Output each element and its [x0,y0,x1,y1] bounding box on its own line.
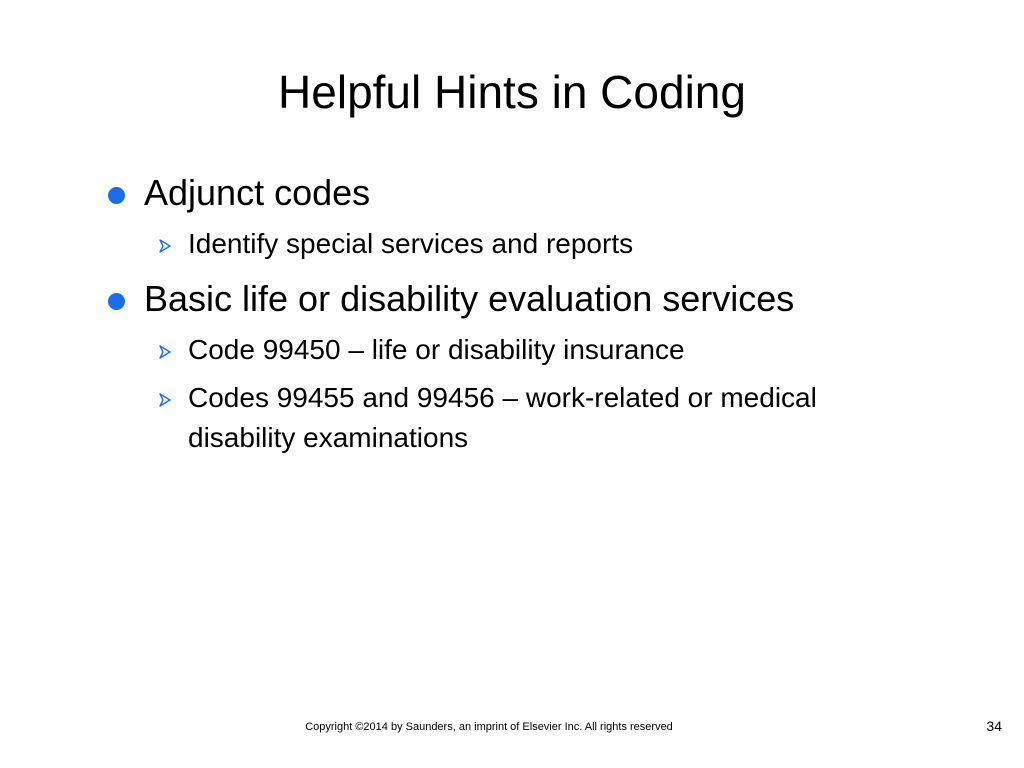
sub-bullet-text: Code 99450 – life or disability insurance [188,334,685,365]
arrowhead-bullet-icon [158,345,172,359]
sub-bullet-text: Identify special services and reports [188,228,634,259]
sub-bullet-item [188,224,888,264]
bullet-item [108,276,888,322]
bullet-group [108,170,888,264]
sub-bullet-item [188,330,888,370]
copyright-footer: Copyright ©2014 by Saunders, an imprint of Elsevier Inc. All rights reserved [305,721,673,733]
bullet-text: Basic life or disability evaluation services [144,278,795,319]
bullet-group [108,276,888,458]
sub-bullet-text: Codes 99455 and 99456 – work-related or medical disability examinations [188,382,817,453]
slide-title: Helpful Hints in Coding [278,66,746,118]
filled-circle-bullet-icon [108,293,125,310]
bullet-text: Adjunct codes [144,172,371,213]
arrowhead-bullet-icon [158,393,172,407]
page-number: 34 [986,718,1002,734]
sub-bullet-item [188,378,888,458]
bullet-item [108,170,888,216]
filled-circle-bullet-icon [108,187,125,204]
bullet-list [108,170,888,466]
arrowhead-bullet-icon [158,239,172,253]
